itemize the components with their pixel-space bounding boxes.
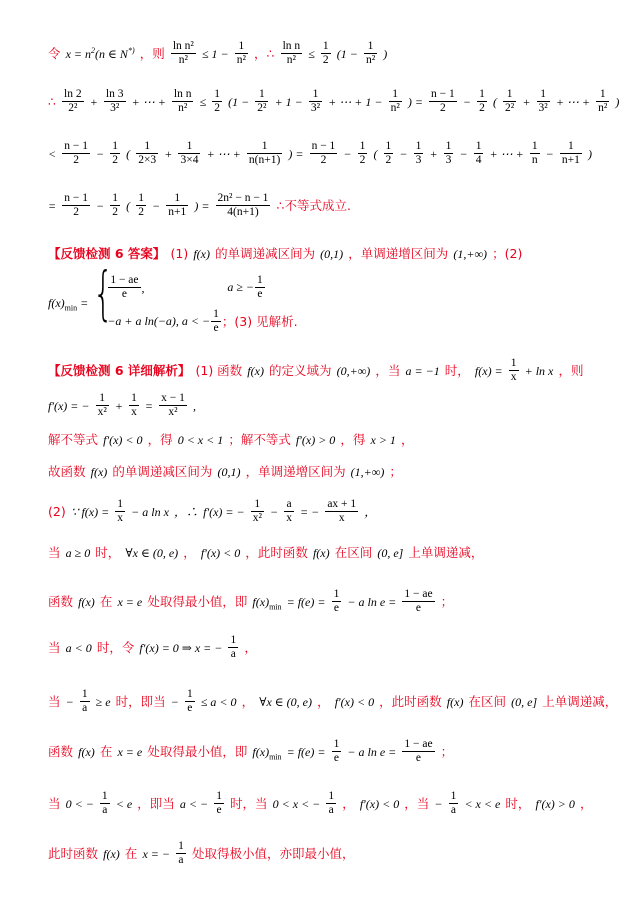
- fraction: $\frac{1}{2}$: [322, 40, 329, 66]
- math: −: [152, 199, 161, 213]
- text: 在区间: [334, 545, 373, 560]
- math: +: [114, 399, 123, 413]
- line-2: ∴ $\frac{\ln 2}{\text{2²}}$ + $\frac{\ln 3}{\text{3²}}$ + ⋯ + $\frac{\text{ln n}}{\text{n²}}$ ≤ $\frac{1}{2}$ (1 − $\frac{1}{\text{2²}}$ + 1 − $\frac{1}{\text{3²}}$ + ⋯ + 1 − $\frac{1}{\text{n²}}$ ) = $\frac{n - 1}{2}$ − $\frac{1}{2}$ ( $\frac{1}{\text{2²}}$ + $\frac{1}{\text{3²}}$ + ⋯ + $\frac{1}{\text{n²}}$ ): [48, 88, 620, 114]
- math: f(x): [103, 847, 120, 861]
- math: f(x): [193, 247, 210, 261]
- fraction: $\frac{1}{a}$: [450, 790, 457, 816]
- math: x = e: [117, 595, 143, 609]
- math: f′(x) > 0: [535, 797, 575, 811]
- line-7: [48, 357, 640, 384]
- line-10: [48, 461, 640, 480]
- text: ，: [342, 796, 355, 811]
- text: 的单调递减区间为: [112, 464, 213, 479]
- math: < x < e: [464, 797, 501, 811]
- math: − a ln e =: [347, 595, 397, 609]
- line-3: [48, 140, 640, 167]
- line-11: [48, 498, 640, 525]
- fraction: $\frac{1}{2}$: [479, 88, 485, 114]
- text: ，∴: [254, 46, 275, 61]
- math: f′(x) < 0: [200, 546, 241, 560]
- math: ): [383, 47, 388, 61]
- fraction: $\frac{ax + 1}{x}$: [327, 498, 357, 524]
- math: ∀x ∈ (0, e): [125, 546, 179, 560]
- math: + ⋯ + 1 −: [328, 95, 383, 109]
- math: ) =: [288, 147, 304, 161]
- fraction: $\frac{\ln 3}{\text{3²}}$: [105, 88, 124, 114]
- text: (2): [48, 504, 66, 519]
- fraction: $\frac{1}{2}$: [359, 140, 366, 166]
- fraction: $\frac{n - 1}{2}$: [431, 88, 455, 114]
- text: ；: [440, 744, 454, 759]
- line-18: [48, 840, 640, 867]
- math: −: [96, 199, 105, 213]
- math: f(x): [90, 465, 108, 479]
- math: <: [48, 147, 57, 161]
- math: 0 < x < 1: [177, 433, 224, 447]
- text: ，单调递增区间为: [245, 464, 346, 479]
- case-1: { $\frac{1 - ae}{e}$ , a ≥ − $\frac{1}{e}$: [110, 273, 263, 300]
- fraction: $\frac{1}{2\times 3}$: [138, 140, 157, 166]
- text: ，: [241, 694, 255, 709]
- text: ，单调递增区间为: [348, 246, 449, 261]
- text: ；: [440, 594, 454, 609]
- line-13: [48, 588, 640, 615]
- math: −: [269, 505, 279, 519]
- fraction: $\frac{1}{x}$: [510, 357, 517, 383]
- fraction: $\frac{1}{2}$: [112, 140, 118, 166]
- fraction: $\frac{a}{x}$: [286, 498, 292, 524]
- fraction: $\frac{1}{2}$: [214, 88, 220, 114]
- text: ，得: [340, 432, 366, 447]
- math: ,: [192, 399, 196, 413]
- text: 在: [99, 744, 113, 759]
- fraction: $\frac{1}{\text{x²}}$: [252, 498, 262, 524]
- text: 函数: [48, 594, 74, 609]
- math: $f(x)_{min}$ =: [48, 295, 89, 313]
- math: x > 1: [370, 433, 396, 447]
- math: $f(x)_{min}$: [252, 745, 282, 762]
- math: (: [126, 199, 131, 213]
- math: ≤: [199, 95, 207, 109]
- case-2: −a + a ln(−a), a < − $\frac{1}{e}$ ；(3) 见解析.: [107, 307, 298, 334]
- text: 处取得最小值，即: [147, 594, 248, 609]
- text: ，: [183, 545, 196, 560]
- line-8: [48, 392, 640, 419]
- text: 的定义域为: [269, 363, 332, 378]
- text: 时，当: [230, 796, 268, 811]
- fraction: $\frac{1}{\text{3²}}$: [310, 88, 321, 114]
- math: = f(e) =: [286, 595, 326, 609]
- math: ≤: [308, 47, 315, 61]
- math: f′(x) < 0: [359, 797, 400, 811]
- fraction: $\frac{1}{n(n+1)}$: [248, 140, 281, 166]
- math: −: [462, 95, 471, 109]
- fraction: $\frac{\text{ln n}}{\text{n²}}$: [173, 88, 192, 114]
- text: ，当: [375, 363, 401, 378]
- math: −: [65, 695, 74, 709]
- analysis-tag: 【反馈检测 6 详细解析】: [48, 363, 191, 378]
- fraction: $\frac{\text{ln n}}{\text{n²}}$: [282, 40, 301, 66]
- math: =: [48, 199, 57, 213]
- text: 当: [48, 545, 61, 560]
- text: ，: [244, 640, 257, 655]
- math: +: [429, 147, 438, 161]
- text: 在: [99, 594, 113, 609]
- math: + 1 −: [274, 95, 303, 109]
- text: 时，令: [96, 640, 135, 655]
- math: f′(x) < 0: [334, 695, 375, 709]
- math: =: [144, 399, 154, 413]
- math: ): [587, 147, 592, 161]
- line-9: [48, 429, 640, 448]
- text: ，当: [404, 796, 430, 811]
- fraction: $\frac{1}{\text{n²}}$: [236, 40, 246, 66]
- line-15: [48, 688, 640, 715]
- math: ，: [364, 505, 377, 519]
- fraction: $\frac{\text{ln n²}}{\text{n²}}$: [172, 40, 194, 66]
- math: a < −: [179, 797, 209, 811]
- fraction: $\frac{\text{2n² − n − 1}}{4(n+1)}$: [217, 192, 269, 218]
- math: (1,+∞): [350, 465, 385, 479]
- text: 时，: [444, 363, 470, 378]
- text: ，即当: [137, 796, 175, 811]
- math: f(x): [312, 546, 330, 560]
- conclusion: ∴不等式成立.: [276, 198, 351, 213]
- fraction: $\frac{1}{x}$: [117, 498, 124, 524]
- math: f′(x) = 0 ⇒ x = −: [139, 641, 223, 655]
- math: −: [96, 147, 105, 161]
- fraction: $\frac{1}{\text{2²}}$: [505, 88, 515, 114]
- text: 当: [48, 796, 61, 811]
- text: ；解不等式: [228, 432, 291, 447]
- math: − a ln x: [131, 505, 169, 519]
- math: −: [170, 695, 179, 709]
- math: f(x): [247, 364, 264, 378]
- text: 时，即当: [115, 694, 166, 709]
- text: 在: [124, 846, 138, 861]
- text: 当: [48, 694, 61, 709]
- text: ；: [389, 464, 402, 479]
- math: (0,1): [217, 465, 241, 479]
- line-16: [48, 738, 640, 765]
- fraction: $\frac{1}{a}$: [81, 688, 88, 714]
- text: 处取得最小值，即: [147, 744, 248, 759]
- math: (0,+∞): [336, 364, 371, 378]
- math: (1 −: [336, 47, 358, 61]
- text: ，: [401, 432, 414, 447]
- fraction: $\frac{1 - ae}{e}$: [404, 588, 433, 614]
- piecewise: [93, 270, 297, 338]
- math: (0, e]: [377, 546, 404, 560]
- math: (1,+∞): [453, 247, 488, 261]
- fraction: $\frac{1}{\text{2²}}$: [257, 88, 267, 114]
- fraction: $\frac{1}{x}$: [131, 392, 137, 418]
- math: ≤ a < 0: [200, 695, 237, 709]
- text: 处取得极小值，亦即最小值，: [191, 846, 355, 861]
- math: −: [343, 147, 352, 161]
- fraction: $\frac{1}{\text{n²}}$: [390, 88, 400, 114]
- fraction: $\frac{1}{3\times 4}$: [180, 140, 199, 166]
- line-12: [48, 542, 640, 561]
- math: $x = n^2(n$ ∈ N*): [65, 46, 135, 61]
- line-17: [48, 790, 640, 817]
- fraction: $\frac{1}{e}$: [333, 588, 340, 614]
- math: a = −1: [405, 364, 440, 378]
- math: ): [615, 95, 620, 109]
- fraction: $\frac{n - 1}{2}$: [64, 192, 88, 218]
- fraction: $\frac{1}{3}$: [415, 140, 422, 166]
- fraction: $\frac{n - 1}{2}$: [311, 140, 336, 166]
- math: + ⋯ +: [206, 147, 241, 161]
- math: = f(e) =: [286, 745, 326, 759]
- fraction: $\frac{1}{2}$: [112, 192, 118, 218]
- text: ，: [317, 694, 330, 709]
- math: = −: [300, 505, 320, 519]
- math: ≤ 1 −: [201, 47, 229, 61]
- line-14: [48, 634, 640, 661]
- text: 此时函数: [48, 846, 99, 861]
- math: (: [126, 147, 131, 161]
- math: +: [522, 95, 531, 109]
- math: x = e: [117, 745, 143, 759]
- math: 0 < x < −: [272, 797, 321, 811]
- math: a ≥ 0: [65, 546, 91, 560]
- math: a < 0: [65, 641, 92, 655]
- text: (1): [170, 246, 189, 261]
- fraction: $\frac{n - 1}{2}$: [64, 140, 88, 166]
- math: + ln x: [524, 364, 554, 378]
- line-5: [48, 243, 640, 262]
- text: ，此时函数: [379, 694, 442, 709]
- math: ∀x ∈ (0, e): [259, 695, 312, 709]
- math: −: [399, 147, 408, 161]
- fraction: $\frac{1}{e}$: [186, 688, 193, 714]
- therefore: ∴: [48, 94, 56, 109]
- fraction: $\frac{1}{n+1}$: [561, 140, 580, 166]
- math: ，∴: [174, 505, 199, 519]
- text: 令: [48, 46, 61, 61]
- text: 的单调递减区间为: [215, 246, 316, 261]
- math: (: [373, 147, 378, 161]
- text: 时，: [505, 796, 531, 811]
- math: −: [459, 147, 468, 161]
- math: − a ln e =: [347, 745, 397, 759]
- fraction: $\frac{1}{a}$: [230, 634, 237, 660]
- text: ，得: [147, 432, 173, 447]
- fraction: $\frac{1}{\text{3²}}$: [538, 88, 548, 114]
- math: (: [492, 95, 497, 109]
- fraction: $\frac{1}{a}$: [328, 790, 335, 816]
- math: + ⋯ +: [131, 95, 166, 109]
- fraction: $\frac{1}{e}$: [333, 738, 340, 764]
- math: f′(x) = −: [203, 505, 245, 519]
- math: +: [164, 147, 173, 161]
- math: f(x) =: [474, 364, 503, 378]
- math: ) =: [194, 199, 210, 213]
- math: f(x): [78, 595, 95, 609]
- text: 在区间: [468, 694, 507, 709]
- fraction: $\frac{\ln 2}{\text{2²}}$: [64, 88, 82, 114]
- fraction: $\frac{1}{2}$: [138, 192, 144, 218]
- math: f′(x) = −: [48, 399, 90, 413]
- math: −: [434, 797, 443, 811]
- fraction: $\frac{1}{2}$: [385, 140, 392, 166]
- fraction: $\frac{1}{\text{n²}}$: [365, 40, 376, 66]
- line-6: [48, 270, 640, 338]
- text: ，则: [139, 46, 165, 61]
- math: ≥ e: [95, 695, 111, 709]
- text: ；(2): [492, 246, 523, 261]
- math: < e: [115, 797, 133, 811]
- math: + ⋯ +: [555, 95, 591, 109]
- fraction: $\frac{1}{a}$: [178, 840, 184, 866]
- math: ∵ f(x) =: [70, 505, 110, 519]
- math: f(x): [446, 695, 464, 709]
- line-4: [48, 192, 640, 219]
- text: ，则: [558, 363, 584, 378]
- math: (0, e]: [511, 695, 538, 709]
- math: f′(x) < 0: [103, 433, 143, 447]
- math: (0,1): [320, 247, 344, 261]
- math: f(x): [78, 745, 95, 759]
- math: $f(x)_{min}$: [252, 595, 282, 612]
- text: 上单调递减，: [408, 545, 484, 560]
- text: 故函数: [48, 464, 86, 479]
- math: −: [545, 147, 554, 161]
- text: 时，: [95, 545, 121, 560]
- math: ) =: [407, 95, 423, 109]
- fraction: $\frac{1}{\text{n²}}$: [598, 88, 608, 114]
- math: x = −: [142, 847, 170, 861]
- text: 函数: [48, 744, 74, 759]
- fraction: $\frac{1}{n+1}$: [168, 192, 187, 218]
- fraction: $\frac{1}{4}$: [475, 140, 482, 166]
- math: + ⋯ +: [489, 147, 524, 161]
- math: 0 < −: [65, 797, 94, 811]
- line-1: [48, 40, 640, 67]
- fraction: $\frac{x - 1}{\text{x²}}$: [161, 392, 185, 418]
- answer-tag: 【反馈检测 6 答案】: [48, 246, 166, 261]
- fraction: $\frac{1}{a}$: [101, 790, 108, 816]
- fraction: $\frac{1}{3}$: [445, 140, 452, 166]
- fraction: $\frac{1}{\text{x²}}$: [97, 392, 107, 418]
- text: 当: [48, 640, 61, 655]
- text: ，此时函数: [245, 545, 308, 560]
- fraction: $\frac{1}{n}$: [531, 140, 538, 166]
- text: ，: [579, 796, 593, 811]
- math: (1 −: [228, 95, 250, 109]
- text: (1) 函数: [195, 363, 243, 378]
- fraction: $\frac{1}{e}$: [216, 790, 222, 816]
- text: 上单调递减，: [542, 694, 618, 709]
- math: f′(x) > 0: [295, 433, 336, 447]
- text: 解不等式: [48, 432, 99, 447]
- fraction: $\frac{1 - ae}{e}$: [404, 738, 433, 764]
